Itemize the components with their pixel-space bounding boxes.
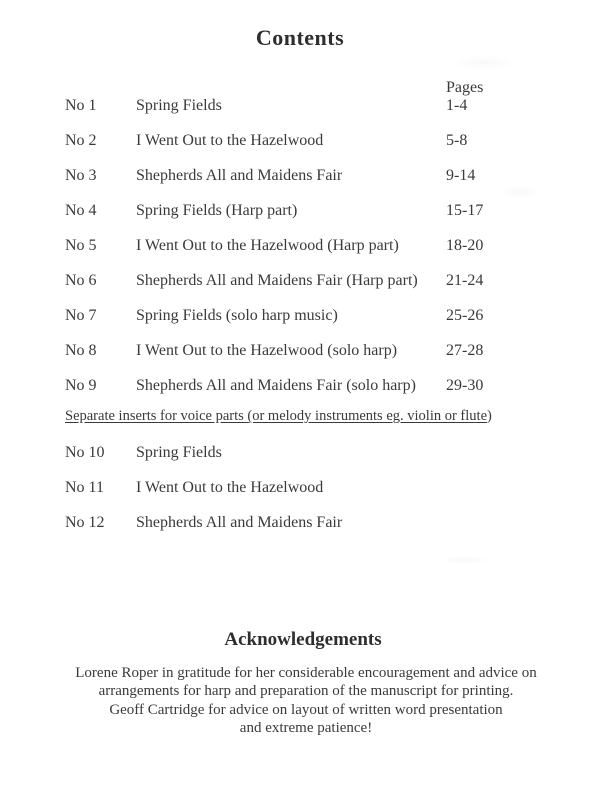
toc-item-number: No 2 (65, 132, 97, 149)
toc-item-number: No 1 (65, 97, 97, 114)
toc-item-pages: 5-8 (446, 132, 468, 149)
toc-item-title: Spring Fields (Harp part) (136, 202, 298, 219)
inserts-note (65, 408, 492, 425)
toc-row (0, 342, 600, 377)
toc-item-number: No 11 (65, 479, 104, 496)
page-title: Contents (255, 25, 345, 50)
toc-item-title: I Went Out to the Hazelwood (136, 479, 324, 496)
acknowledgements-title: Acknowledgements (224, 629, 382, 650)
toc-item-pages: 18-20 (446, 237, 484, 254)
toc-item-title: Shepherds All and Maidens Fair (Harp part) (136, 272, 418, 289)
acknowledgements-line: Lorene Roper in gratitude for her considerable encouragement and advice on (75, 665, 537, 681)
toc-row (0, 377, 600, 412)
toc-item-title: I Went Out to the Hazelwood (Harp part) (136, 237, 399, 254)
toc-item-number: No 5 (65, 237, 97, 254)
acknowledgements-line: and extreme patience! (239, 720, 373, 737)
toc-item-title: Spring Fields (solo harp music) (136, 307, 338, 324)
acknowledgements-line: Geoff Cartridge for advice on layout of written word presentation (109, 701, 503, 718)
toc-item-title: Spring Fields (136, 444, 222, 461)
toc-item-pages: 1-4 (446, 97, 468, 114)
toc-row (0, 444, 600, 479)
toc-item-number: No 10 (65, 444, 105, 461)
toc-item-number: No 3 (65, 167, 97, 184)
toc-item-title: Shepherds All and Maidens Fair (136, 514, 343, 531)
scan-smudge (440, 555, 490, 565)
toc-item-pages: 21-24 (446, 272, 484, 289)
toc-item-title: I Went Out to the Hazelwood (136, 132, 324, 149)
toc-item-title: I Went Out to the Hazelwood (solo harp) (136, 342, 398, 359)
toc-item-number: No 7 (65, 307, 97, 324)
acknowledgements-line: arrangements for harp and preparation of the manuscript for printing. (98, 683, 514, 700)
toc-item-pages: 29-30 (446, 377, 484, 394)
toc-row (0, 514, 600, 549)
toc-row (0, 307, 600, 342)
toc-item-title: Shepherds All and Maidens Fair (solo harp) (136, 377, 416, 394)
toc-item-pages: 27-28 (446, 342, 484, 359)
scan-smudge (452, 56, 516, 70)
toc-item-title: Shepherds All and Maidens Fair (136, 167, 343, 184)
inserts-note-text: Separate inserts for voice parts (or melody instruments eg. violin or flute (65, 408, 488, 424)
toc-item-number: No 12 (65, 514, 105, 531)
toc-item-number: No 4 (65, 202, 97, 219)
toc-item-pages: 25-26 (446, 307, 484, 324)
pages-column-header: Pages (446, 79, 484, 96)
toc-item-number: No 8 (65, 342, 97, 359)
inserts-list (0, 444, 600, 549)
toc-item-pages: 9-14 (446, 167, 476, 184)
contents-list (0, 97, 600, 412)
toc-item-number: No 9 (65, 377, 97, 394)
toc-item-pages: 15-17 (446, 202, 484, 219)
toc-row (0, 202, 600, 237)
toc-item-number: No 6 (65, 272, 97, 289)
toc-row (0, 479, 600, 514)
toc-row (0, 167, 600, 202)
toc-item-title: Spring Fields (136, 97, 222, 114)
acknowledgements-text (36, 664, 576, 738)
toc-row (0, 132, 600, 167)
toc-row (0, 237, 600, 272)
inserts-note-suffix: ) (487, 408, 492, 424)
toc-row (0, 97, 600, 132)
toc-row (0, 272, 600, 307)
